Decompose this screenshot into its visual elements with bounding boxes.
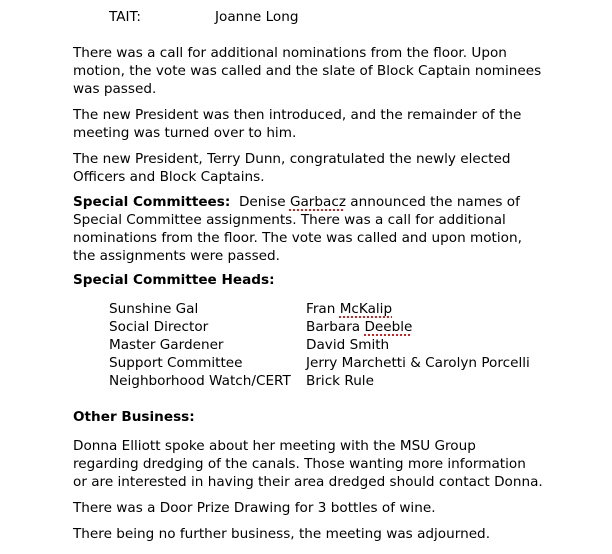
committee-heads-heading: Special Committee Heads:: [73, 272, 275, 288]
tait-label: TAIT:: [109, 9, 141, 25]
committee-head-name: David Smith: [306, 337, 390, 353]
misspelled-name: Garbacz: [289, 194, 346, 210]
inline-text: Denise: [230, 194, 290, 210]
tait-name: Joanne Long: [215, 9, 299, 25]
adjourned-paragraph: There being no further business, the meeting was adjourned.: [73, 526, 491, 542]
president-intro-paragraph: [73, 106, 603, 142]
committee-head-name: Jerry Marchetti & Carolyn Porcelli: [306, 355, 530, 371]
committee-head-name: [306, 318, 412, 336]
paragraph-line: motion, the vote was called and the slate of Block Captain nominees: [73, 63, 542, 79]
paragraph-line: regarding dredging of the canals. Those wanting more information: [73, 456, 526, 472]
committee-role: Support Committee: [109, 355, 243, 371]
paragraph-line: Special Committee assignments. There was a call for additional: [73, 212, 506, 228]
paragraph-line: There was a call for additional nominations from the floor. Upon: [73, 45, 507, 61]
dredging-paragraph: [73, 437, 603, 491]
committee-role: Social Director: [109, 319, 209, 335]
special-committees-paragraph: [73, 193, 603, 265]
other-business-heading: Other Business:: [73, 409, 195, 425]
nominations-paragraph: [73, 44, 603, 98]
paragraph-line: meeting was turned over to him.: [73, 125, 297, 141]
congratulations-paragraph: [73, 150, 603, 186]
misspelled-name: Deeble: [364, 319, 413, 335]
door-prize-paragraph: There was a Door Prize Drawing for 3 bottles of wine.: [73, 500, 436, 516]
committee-head-name: [306, 300, 392, 318]
paragraph-line: the assignments were passed.: [73, 248, 280, 264]
misspelled-name: McKalip: [339, 301, 393, 317]
name-text: Barbara: [306, 319, 365, 335]
committee-head-name: Brick Rule: [306, 373, 374, 389]
paragraph-line: The new President, Terry Dunn, congratulated the newly elected: [73, 151, 511, 167]
paragraph-line: or are interested in having their area dredged should contact Donna.: [73, 474, 543, 490]
paragraph-line: nominations from the floor. The vote was called and upon motion,: [73, 230, 522, 246]
committee-role: Neighborhood Watch/CERT: [109, 373, 291, 389]
paragraph-line: The new President was then introduced, and the remainder of the: [73, 107, 522, 123]
paragraph-line: Donna Elliott spoke about her meeting with the MSU Group: [73, 438, 476, 454]
committee-role: Sunshine Gal: [109, 301, 199, 317]
name-text: Fran: [306, 301, 340, 317]
committee-role: Master Gardener: [109, 337, 224, 353]
paragraph-line: Officers and Block Captains.: [73, 169, 265, 185]
paragraph-line: [73, 193, 603, 211]
special-committees-heading: Special Committees:: [73, 194, 231, 210]
inline-text: announced the names of: [345, 194, 520, 210]
paragraph-line: was passed.: [73, 81, 157, 97]
